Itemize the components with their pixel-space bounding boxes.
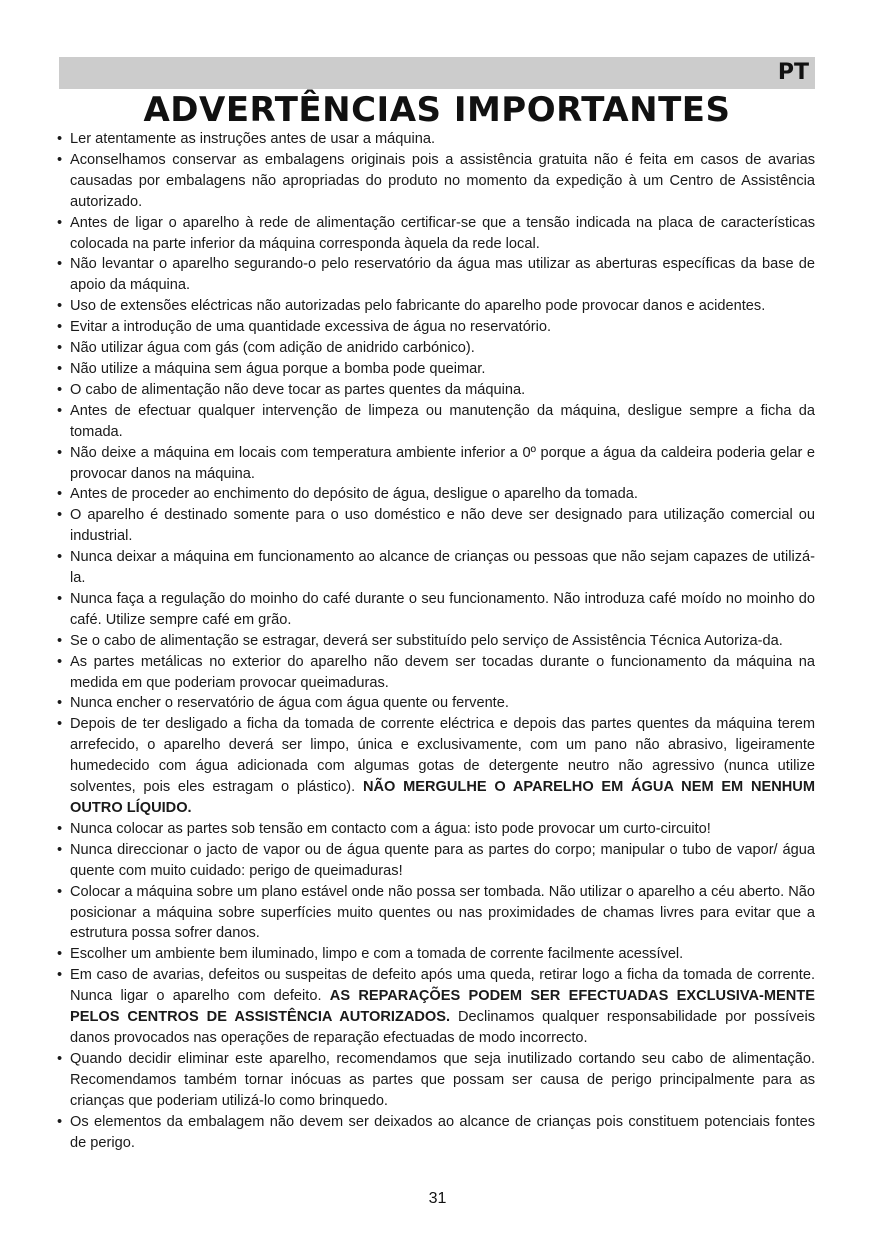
- warning-item: [55, 317, 815, 338]
- warning-text: Aconselhamos conservar as embalagens originais pois a assistência gratuita não é feita em casos de avarias causadas por embalagens não apropriadas do produto no momento da expedição à um Centro de Assistência autorizado.: [70, 151, 815, 210]
- warning-item: [55, 1112, 815, 1154]
- warning-text: Ler atentamente as instruções antes de usar a máquina.: [70, 131, 436, 147]
- warning-item: [55, 484, 815, 505]
- warning-text: Depois de ter desligado a ficha da tomada de corrente eléctrica e depois das partes quentes da máquina terem arrefecido, o aparelho deverá ser limpo, única e exclusivamente, com um pano não abrasivo, ligeiramente humedecido com água adicionada com algumas gotas de detergente neutro não agressivo (nunca utilize solventes, pois eles estragam o plástico).: [70, 716, 815, 796]
- warning-item: [55, 443, 815, 485]
- warning-text: Nunca deixar a máquina em funcionamento ao alcance de crianças ou pessoas que não sejam capazes de utilizá-la.: [70, 549, 815, 587]
- warning-emphasis: NÃO MERGULHE O APARELHO EM ÁGUA NEM EM NENHUM OUTRO LÍQUIDO.: [70, 779, 815, 816]
- warning-item: [55, 589, 815, 631]
- warning-item: [55, 965, 815, 1049]
- warning-text: Colocar a máquina sobre um plano estável onde não possa ser tombada. Não utilizar o aparelho a céu aberto. Não posicionar a máquina sobre superfícies muito quentes ou nas proximidades de chamas livres para evitar que a estrutura possa sofrer danos.: [70, 883, 815, 942]
- warnings-list: [55, 129, 815, 1153]
- warning-item: [55, 213, 815, 255]
- warning-text: O aparelho é destinado somente para o uso doméstico e não deve ser designado para utilização comercial ou industrial.: [70, 507, 815, 545]
- warning-item: [55, 840, 815, 882]
- warning-item: [55, 631, 815, 652]
- warning-text: Não levantar o aparelho segurando-o pelo reservatório da água mas utilizar as aberturas específicas da base de apoio da máquina.: [70, 256, 815, 294]
- warning-text: Nunca colocar as partes sob tensão em contacto com a água: isto pode provocar um curto-circuito!: [70, 820, 711, 837]
- warning-emphasis: AS REPARAÇÕES PODEM SER EFECTUADAS EXCLUSIVA-MENTE PELOS CENTROS DE ASSISTÊNCIA AUTORIZADOS.: [70, 988, 815, 1026]
- warning-text: O cabo de alimentação não deve tocar as partes quentes da máquina.: [70, 381, 526, 398]
- warning-item: [55, 693, 815, 714]
- warning-text: Antes de proceder ao enchimento do depósito de água, desligue o aparelho da tomada.: [70, 486, 638, 503]
- warning-text-continued: Declinamos qualquer responsabilidade por possíveis danos provocados nas operações de reparação efectuadas de modo incorrecto.: [70, 1009, 815, 1046]
- warning-text: As partes metálicas no exterior do aparelho não devem ser tocadas durante o funcionamento da máquina na medida em que poderiam provocar queimaduras.: [70, 653, 815, 691]
- warning-text: Nunca faça a regulação do moinho do café durante o seu funcionamento. Não introduza café moído no moinho do café. Utilize sempre café em grão.: [70, 590, 815, 628]
- warning-text: Nunca direccionar o jacto de vapor ou de água quente para as partes do corpo; manipular o tubo de vapor/ água quente com muito cuidado: perigo de queimaduras!: [70, 841, 815, 879]
- warning-item: [55, 380, 815, 401]
- warning-item: [55, 882, 815, 945]
- language-code: PT: [777, 60, 809, 85]
- warning-item: [55, 944, 815, 965]
- warning-item: [55, 401, 815, 443]
- warning-item: [55, 652, 815, 694]
- warning-item: [55, 714, 815, 819]
- warning-item: [55, 150, 815, 213]
- warning-text: Em caso de avarias, defeitos ou suspeitas de defeito após uma queda, retirar logo a ficha da tomada de corrente. Nunca ligar o aparelho com defeito.: [70, 967, 815, 1005]
- warning-text: Escolher um ambiente bem iluminado, limpo e com a tomada de corrente facilmente acessível.: [70, 946, 684, 963]
- warning-text: Evitar a introdução de uma quantidade excessiva de água no reservatório.: [70, 319, 552, 336]
- page-number: 31: [428, 1190, 447, 1207]
- warning-text: Os elementos da embalagem não devem ser deixados ao alcance de crianças pois constituem potenciais fontes de perigo.: [70, 1113, 815, 1151]
- warning-text: Nunca encher o reservatório de água com água quente ou fervente.: [70, 695, 509, 712]
- warning-text: Não utilizar água com gás (com adição de anidrido carbónico).: [70, 340, 475, 357]
- warning-text: Quando decidir eliminar este aparelho, recomendamos que seja inutilizado cortando seu cabo de alimentação. Recomendamos também tornar inócuas as partes que possam ser causa de perigo principalmente para as crianças que poderiam utilizá-lo como brinquedo.: [70, 1050, 815, 1109]
- language-header-bar: [59, 57, 815, 89]
- warning-text: Se o cabo de alimentação se estragar, deverá ser substituído pelo serviço de Assistência Técnica Autoriza-da.: [70, 632, 783, 649]
- warning-item: [55, 254, 815, 296]
- warning-item: [55, 359, 815, 380]
- warning-text: Uso de extensões eléctricas não autorizadas pelo fabricante do aparelho pode provocar danos e acidentes.: [70, 298, 766, 315]
- warning-item: [55, 547, 815, 589]
- warning-item: [55, 296, 815, 317]
- warning-item: [55, 338, 815, 359]
- warning-text: Antes de ligar o aparelho à rede de alimentação certificar-se que a tensão indicada na placa de características colocada na parte inferior da máquina corresponda àquela da rede local.: [70, 214, 815, 252]
- page-title: ADVERTÊNCIAS IMPORTANTES: [143, 90, 731, 130]
- warning-item: [55, 1049, 815, 1112]
- warning-text: Não deixe a máquina em locais com temperatura ambiente inferior a 0º porque a água da caldeira poderia gelar e provocar danos na máquina.: [70, 444, 815, 482]
- warning-text: Não utilize a máquina sem água porque a bomba pode queimar.: [70, 360, 486, 377]
- warning-text: Antes de efectuar qualquer intervenção de limpeza ou manutenção da máquina, desligue sempre a ficha da tomada.: [70, 402, 815, 440]
- warning-item: [55, 129, 815, 150]
- warning-item: [55, 505, 815, 547]
- warning-item: [55, 819, 815, 840]
